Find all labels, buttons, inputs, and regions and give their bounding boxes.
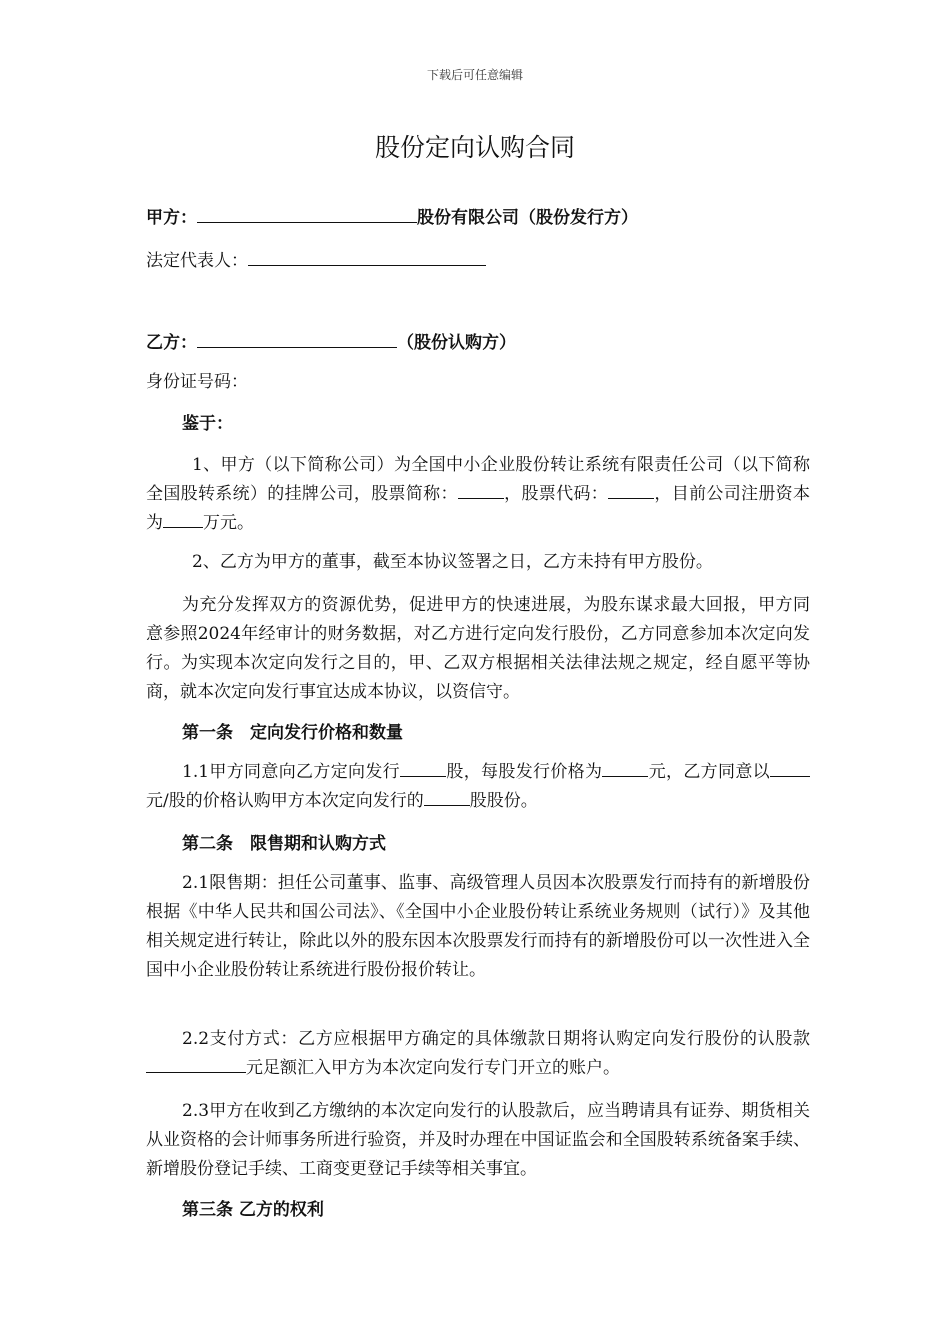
article-3-heading: 第三条 乙方的权利 (182, 1200, 324, 1220)
party-b-label: 乙方： (146, 333, 197, 353)
party-b-line (146, 329, 516, 355)
party-b-blank (197, 329, 397, 348)
legal-rep-label: 法定代表人： (146, 251, 248, 271)
recital-1: 1、甲方（以下简称公司）为全国中小企业股份转让系统有限责任公司（以下简称全国股转系统）的挂牌公司，股票简称： ，股票代码： ，目前公司注册资本为 万元。 (146, 455, 811, 533)
header-note: 下载后可任意编辑 (426, 68, 523, 82)
clause-1-1: 1.1甲方同意向乙方定向发行 股，每股发行价格为 元，乙方同意以元/股的价格认购甲方本次定向发行的 股股份。 (146, 758, 810, 816)
clause-2-2: 2.2支付方式：乙方应根据甲方确定的具体缴款日期将认购定向发行股份的认股款元足额汇入甲方为本次定向发行专门开立的账户。 (146, 1025, 810, 1083)
party-a-suffix: 股份有限公司（股份发行方） (417, 208, 638, 228)
party-a-line (146, 204, 638, 230)
article-2-heading: 第二条 限售期和认购方式 (182, 834, 386, 854)
legal-rep-line (146, 247, 486, 273)
party-a-label: 甲方： (146, 208, 197, 228)
clause-2-1: 2.1限售期：担任公司董事、监事、高级管理人员因本次股票发行而持有的新增股份根据《中华人民共和国公司法》、《全国中小企业股份转让系统业务规则（试行）》及其他相关规定进行转让，除此以外的股东因本次股票发行而持有的新增股份可以一次性进入全国中小企业股份转让系统进行股份报价转让。 (146, 873, 810, 980)
whereas-heading: 鉴于： (182, 414, 233, 434)
id-number-label: 身份证号码： (146, 372, 248, 392)
party-a-blank (197, 204, 417, 223)
purpose-paragraph: 为充分发挥双方的资源优势，促进甲方的快速进展，为股东谋求最大回报，甲方同意参照2024年经审计的财务数据，对乙方进行定向发行股份，乙方同意参加本次定向发行。为实现本次定向发行之目的，甲、乙双方根据相关法律法规之规定，经自愿平等协商，就本次定向发行事宜达成本协议，以资信守。 (146, 595, 810, 702)
clause-2-3: 2.3甲方在收到乙方缴纳的本次定向发行的认股款后，应当聘请具有证券、期货相关从业资格的会计师事务所进行验资，并及时办理在中国证监会和全国股转系统备案手续、新增股份登记手续、工商变更登记手续等相关事宜。 (146, 1101, 810, 1179)
article-1-heading: 第一条 定向发行价格和数量 (182, 723, 403, 743)
legal-rep-blank (248, 247, 486, 266)
party-b-suffix: （股份认购方） (397, 333, 516, 353)
recital-2: 2、乙方为甲方的董事，截至本协议签署之日，乙方未持有甲方股份。 (192, 552, 713, 572)
id-number-line (146, 370, 248, 394)
page-title: 股份定向认购合同 (374, 133, 575, 162)
